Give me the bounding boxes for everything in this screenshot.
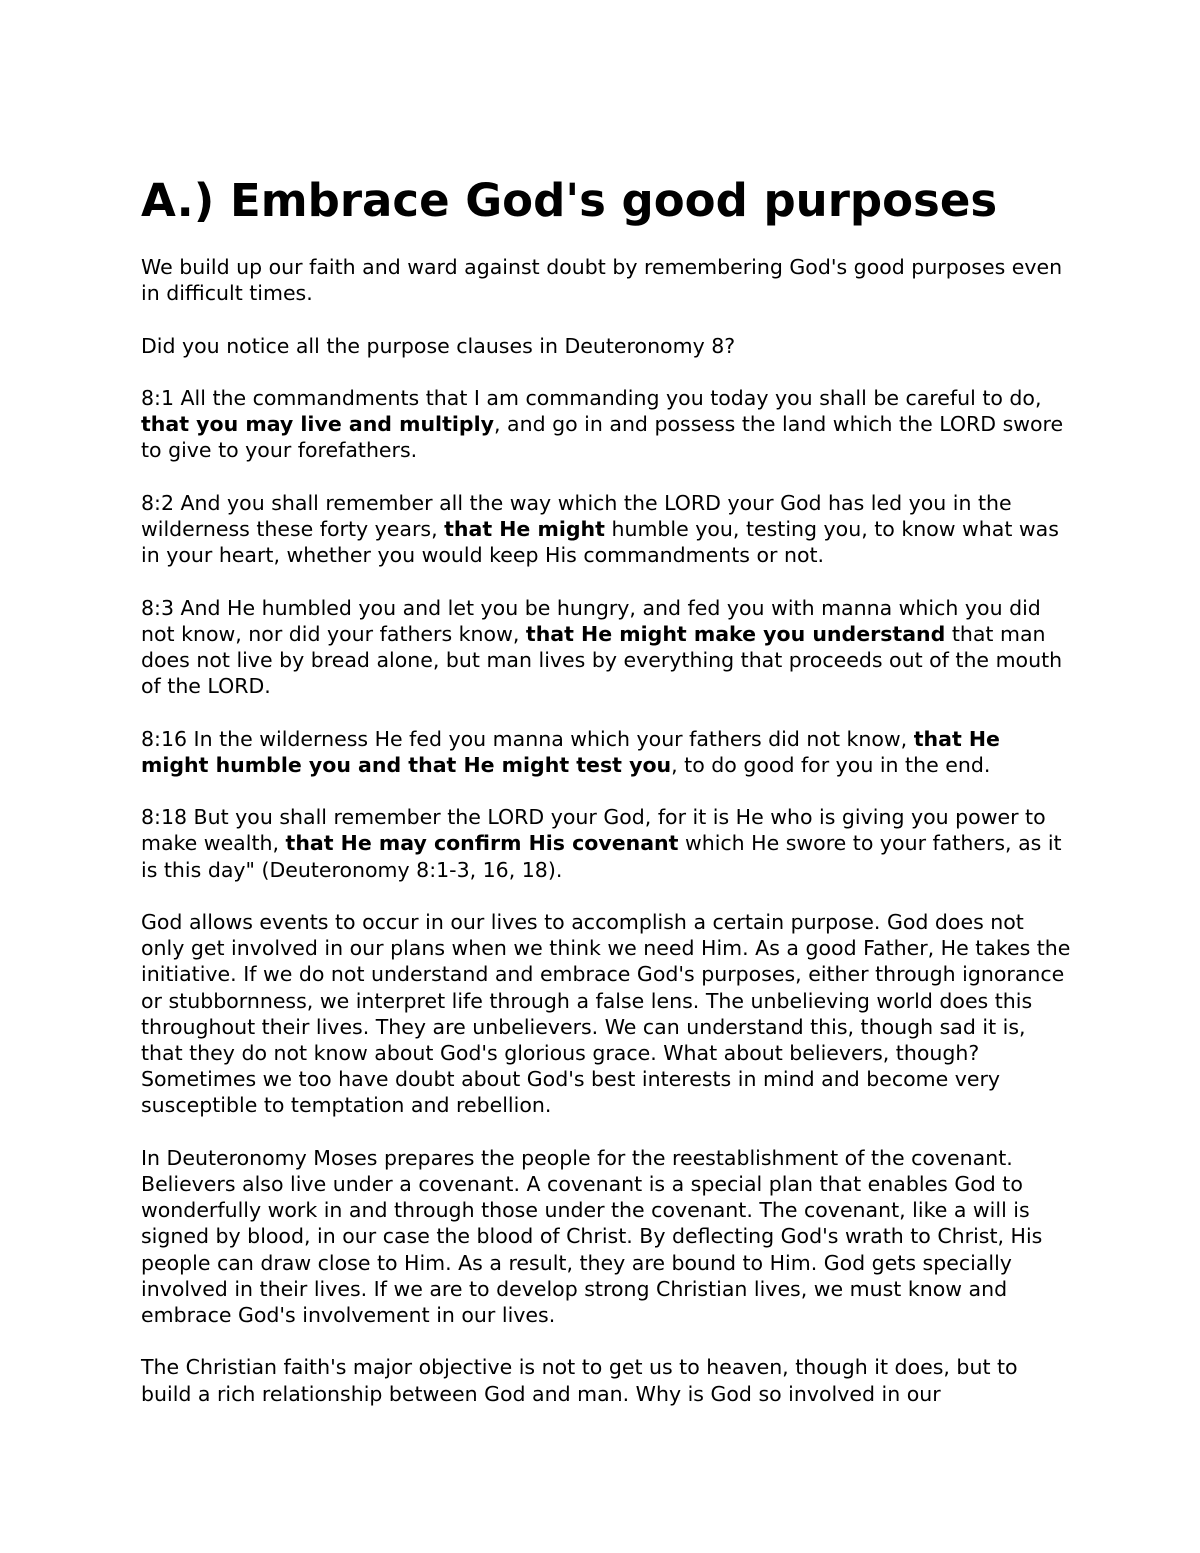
paragraph [141,1354,1071,1406]
document-page [141,168,1071,1433]
paragraph-text: We build up our faith and ward against doubt by remembering God's good purposes even in difficult times. [141,255,1063,306]
paragraph [141,490,1071,569]
paragraph-text: Did you notice all the purpose clauses in Deuteronomy 8? [141,333,736,358]
emphasized-text: that He may confirm His covenant [285,831,679,856]
paragraph [141,726,1071,778]
paragraph-text: 8:2 And you shall remember all the way which the LORD your God has led you in the wilderness these forty years, [141,490,1012,541]
paragraph [141,333,1071,359]
paragraph-text: The Christian faith's major objective is not to get us to heaven, though it does, but to build a rich relationship between God and man. Why is God so involved in our [141,1355,1018,1406]
paragraph-text: that man does not live by bread alone, but man lives by everything that proceeds out of the mouth of the LORD. [141,621,1063,699]
paragraph-text: God allows events to occur in our lives to accomplish a certain purpose. God does not only get involved in our plans when we think we need Him. As a good Father, He takes the initiative. If we do not understand and embrace God's purposes, either through ignorance or stubbornness, we interpret life through a false lens. The unbelieving world does this throughout their lives. They are unbelievers. We can understand this, though sad it is, that they do not know about God's glorious grace. What about believers, though? Sometimes we too have doubt about God's best interests in mind and become very susceptible to temptation and rebellion. [141,909,1071,1118]
paragraph-text: , to do good for you in the end. [671,752,991,777]
paragraph-text: In Deuteronomy Moses prepares the people for the reestablishment of the covenant. Believers also live under a covenant. A covenant is a special plan that enables God to wonderfully work in and through those under the covenant. The covenant, like a will is signed by blood, in our case the blood of Christ. By deflecting God's wrath to Christ, His people can draw close to Him. As a result, they are bound to Him. God gets specially involved in their lives. If we are to develop strong Christian lives, we must know and embrace God's involvement in our lives. [141,1145,1043,1327]
paragraph-text: which He swore to your fathers, as it is this day" (Deuteronomy 8:1-3, 16, 18). [141,831,1062,882]
paragraph-text: humble you, testing you, to know what was in your heart, whether you would keep His commandments or not. [141,516,1059,568]
paragraph [141,385,1071,464]
paragraph [141,595,1071,700]
paragraph-text: 8:16 In the wilderness He fed you manna which your fathers did not know, [141,726,914,751]
paragraph-text: 8:1 All the commandments that I am commanding you today you shall be careful to do, [141,385,1042,410]
paragraph-text: 8:18 But you shall remember the LORD your God, for it is He who is giving you power to make wealth, [141,805,1046,856]
paragraph-text: 8:3 And He humbled you and let you be hungry, and fed you with manna which you did not know, nor did your fathers know, [141,595,1041,646]
emphasized-text: that He might humble you and that He might test you [141,726,1000,777]
paragraph [141,804,1071,883]
emphasized-text: that you may live and multiply [141,412,494,437]
body-text [141,254,1071,1407]
emphasized-text: that He might [444,516,605,541]
section-title: A.) Embrace God's good purposes [141,174,998,227]
paragraph-text: , and go in and possess the land which the LORD swore to give to your forefathers. [141,412,1064,463]
paragraph [141,909,1071,1119]
emphasized-text: that He might make you understand [525,621,946,646]
paragraph [141,254,1071,306]
paragraph [141,1145,1071,1328]
